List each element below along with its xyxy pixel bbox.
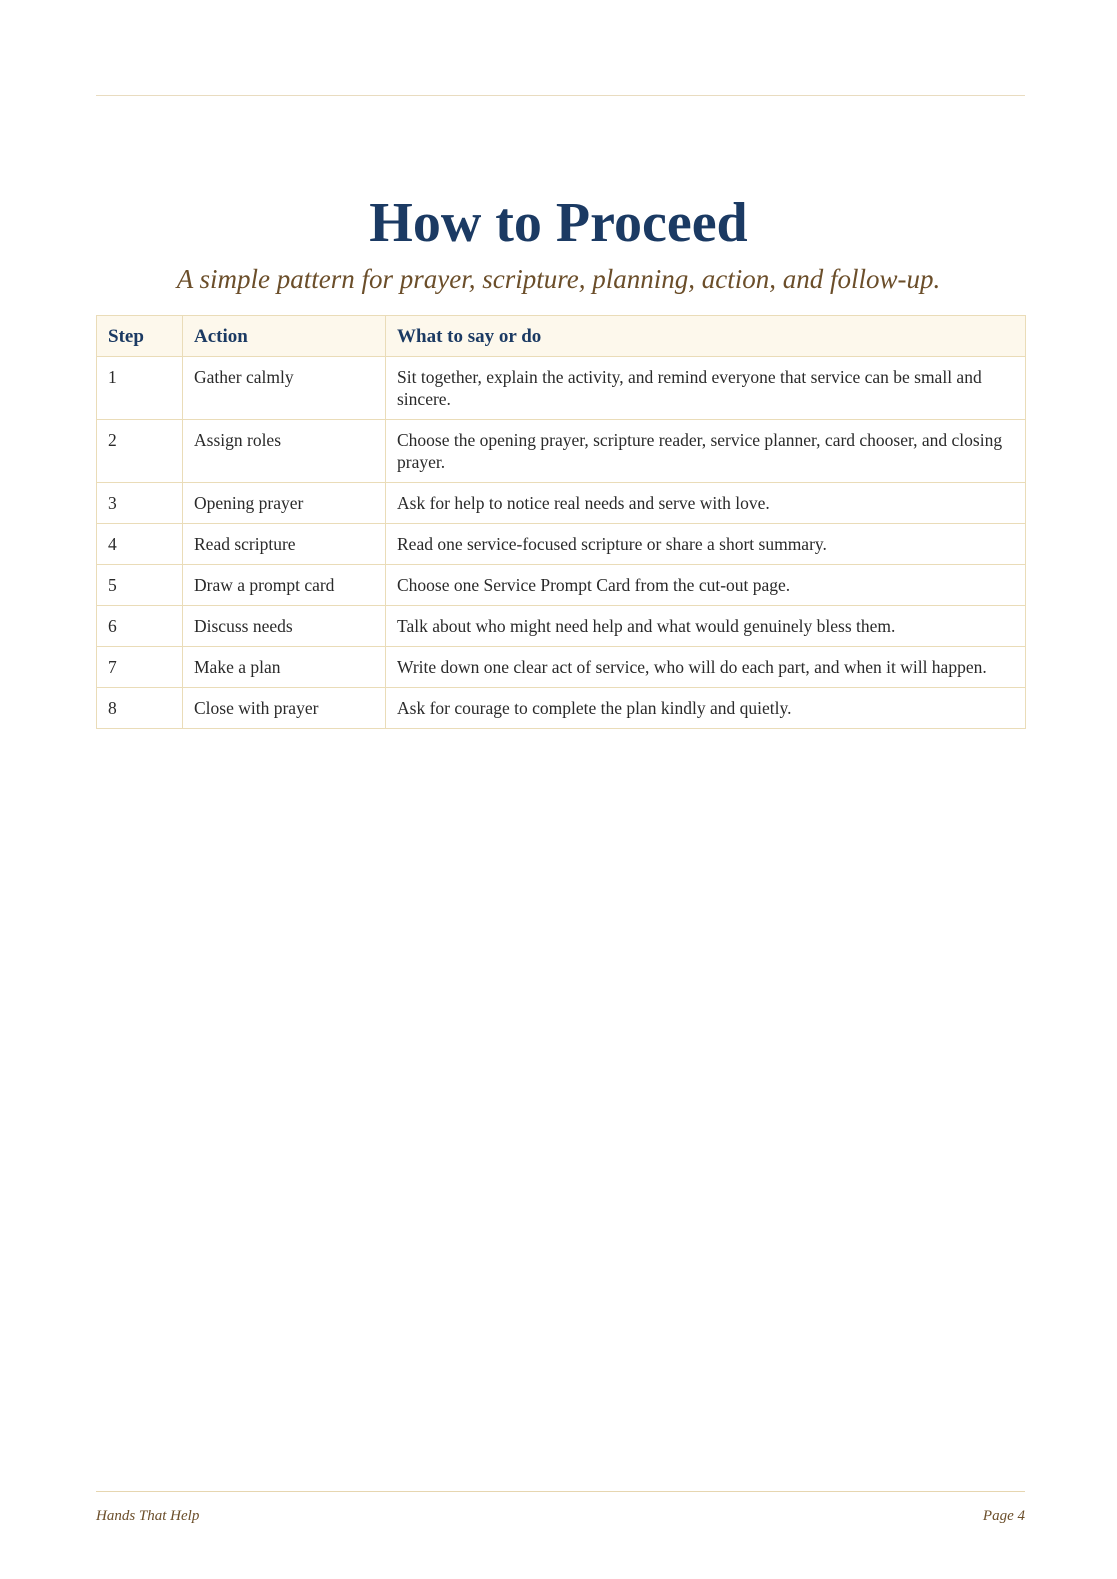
step-number: 5 xyxy=(97,565,183,606)
header-rule xyxy=(96,95,1025,96)
step-detail: Ask for help to notice real needs and serve with love. xyxy=(386,483,1026,524)
step-detail: Ask for courage to complete the plan kindly and quietly. xyxy=(386,688,1026,729)
step-detail: Sit together, explain the activity, and remind everyone that service can be small and sincere. xyxy=(386,357,1026,420)
step-number: 6 xyxy=(97,606,183,647)
table-row xyxy=(97,606,1026,647)
table-header-row xyxy=(97,316,1026,357)
step-action: Assign roles xyxy=(183,420,386,483)
step-detail: Write down one clear act of service, who will do each part, and when it will happen. xyxy=(386,647,1026,688)
table-row xyxy=(97,420,1026,483)
column-header-step: Step xyxy=(97,316,183,357)
page-title: How to Proceed xyxy=(369,192,748,254)
step-number: 3 xyxy=(97,483,183,524)
footer-page-number: Page 4 xyxy=(982,1508,1025,1524)
step-action: Gather calmly xyxy=(183,357,386,420)
table-row xyxy=(97,483,1026,524)
steps-table xyxy=(96,315,1026,729)
footer-rule xyxy=(96,1491,1025,1492)
step-detail: Read one service-focused scripture or share a short summary. xyxy=(386,524,1026,565)
footer-document-title: Hands That Help xyxy=(96,1508,200,1524)
step-number: 7 xyxy=(97,647,183,688)
step-detail: Choose one Service Prompt Card from the cut-out page. xyxy=(386,565,1026,606)
step-action: Close with prayer xyxy=(183,688,386,729)
step-action: Draw a prompt card xyxy=(183,565,386,606)
table-row xyxy=(97,565,1026,606)
table-row xyxy=(97,524,1026,565)
step-detail: Talk about who might need help and what would genuinely bless them. xyxy=(386,606,1026,647)
step-action: Discuss needs xyxy=(183,606,386,647)
step-action: Make a plan xyxy=(183,647,386,688)
step-number: 1 xyxy=(97,357,183,420)
step-number: 8 xyxy=(97,688,183,729)
page-subtitle: A simple pattern for prayer, scripture, planning, action, and follow-up. xyxy=(176,264,941,294)
step-number: 2 xyxy=(97,420,183,483)
table-row xyxy=(97,688,1026,729)
step-number: 4 xyxy=(97,524,183,565)
table-row xyxy=(97,647,1026,688)
step-action: Read scripture xyxy=(183,524,386,565)
column-header-action: Action xyxy=(183,316,386,357)
step-detail: Choose the opening prayer, scripture reader, service planner, card chooser, and closing prayer. xyxy=(386,420,1026,483)
step-action: Opening prayer xyxy=(183,483,386,524)
column-header-detail: What to say or do xyxy=(386,316,1026,357)
table-row xyxy=(97,357,1026,420)
